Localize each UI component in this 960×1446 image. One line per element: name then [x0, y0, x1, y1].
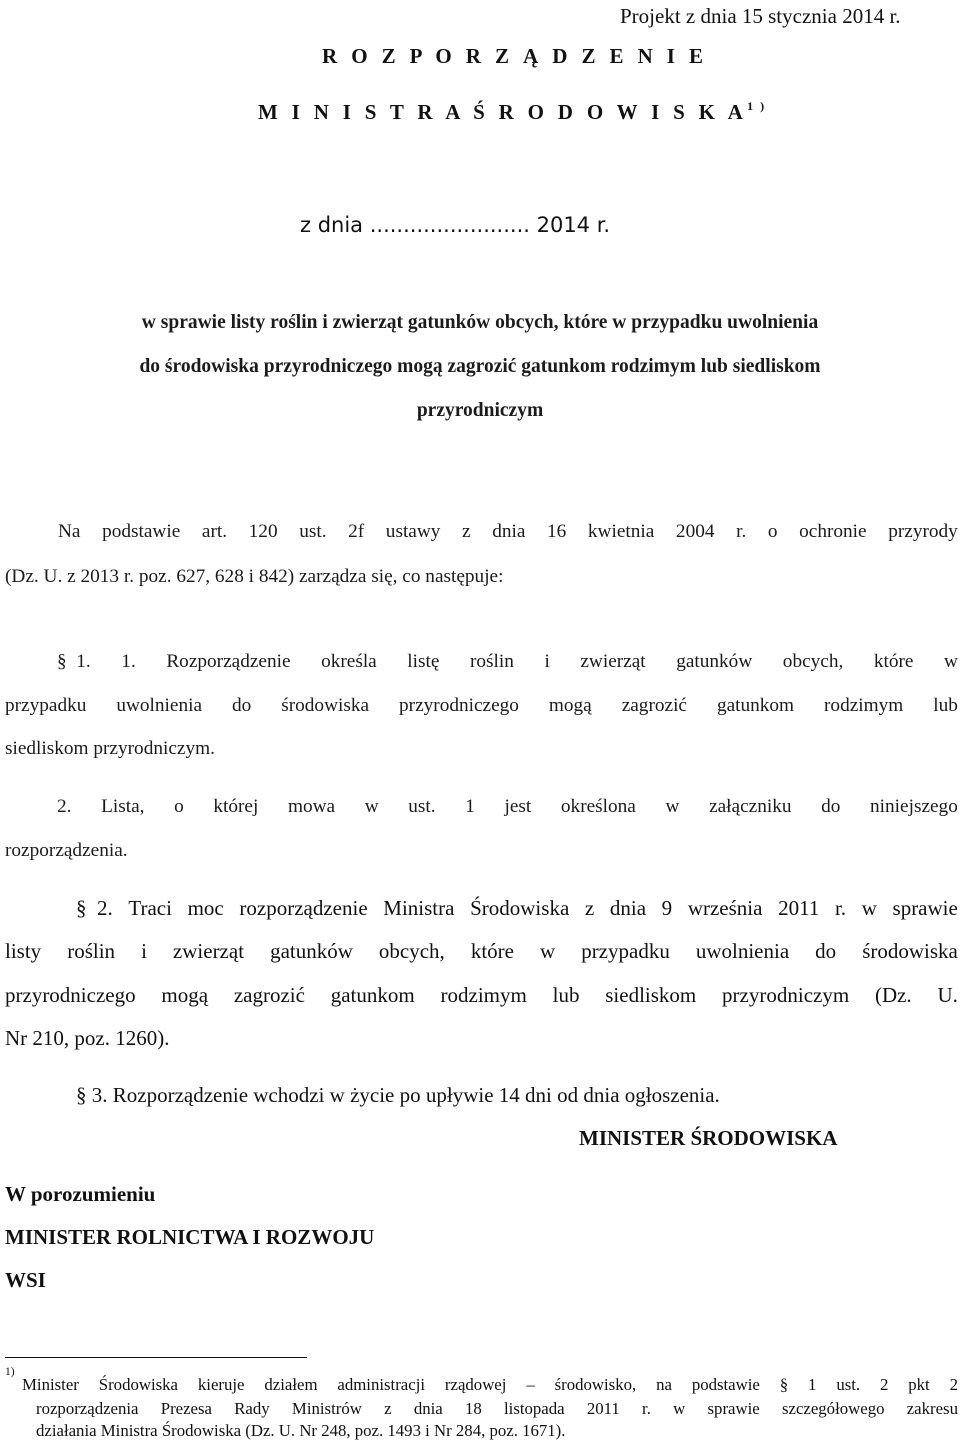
- word: gatunkom: [716, 695, 795, 716]
- footnote-mark: 1): [5, 1366, 15, 1378]
- word: §: [779, 1375, 789, 1394]
- word: Traci: [128, 896, 172, 920]
- word: kwietnia: [587, 521, 655, 542]
- word: jest: [504, 796, 532, 817]
- word: –: [526, 1375, 535, 1394]
- word: Środowiska: [98, 1375, 179, 1394]
- word: określa: [321, 651, 377, 672]
- word: U.: [937, 983, 958, 1007]
- word: mogą: [161, 983, 209, 1007]
- subject-line-1: w sprawie listy roślin i zwierząt gatunków obcych, które w przypadku uwolnienia: [141, 312, 819, 333]
- word: 1: [465, 796, 475, 817]
- word: z: [584, 896, 595, 920]
- word: gatunków: [676, 651, 753, 672]
- word: w: [540, 939, 556, 963]
- word: załączniku: [709, 796, 792, 817]
- preamble-line-1: [58, 521, 958, 543]
- section-1-line-2: [5, 695, 958, 717]
- word: mogą: [548, 695, 592, 716]
- section-2-line-1: [76, 896, 958, 921]
- footnote-line-1: [22, 1375, 958, 1395]
- word: w: [861, 896, 877, 920]
- word: w: [673, 1399, 686, 1418]
- word: ust.: [299, 521, 327, 542]
- word: Minister: [22, 1375, 79, 1394]
- word: Ministra: [383, 896, 455, 920]
- word: 2: [949, 1375, 958, 1394]
- word: Na: [58, 521, 81, 542]
- co-minister-line-1: MINISTER ROLNICTWA I ROZWOJU: [5, 1225, 375, 1249]
- word: które: [873, 651, 914, 672]
- word: środowiska: [281, 695, 370, 716]
- word: obcych,: [378, 939, 445, 963]
- word: w: [665, 796, 680, 817]
- word: listę: [407, 651, 440, 672]
- word: do: [815, 939, 837, 963]
- word: przyrodniczym: [722, 983, 850, 1007]
- word: siedliskom: [605, 983, 697, 1007]
- section-2-line-3: [5, 983, 958, 1008]
- word: o: [767, 521, 778, 542]
- word: której: [213, 796, 259, 817]
- word: dnia: [492, 521, 526, 542]
- word: przyrodniczego: [399, 695, 519, 716]
- word: Ministrów: [291, 1399, 362, 1418]
- word: na: [656, 1375, 672, 1394]
- subject-line-3: przyrodniczym: [416, 400, 544, 421]
- word: Prezesa: [160, 1399, 212, 1418]
- word: do: [231, 695, 252, 716]
- word: szczegółowego: [781, 1399, 885, 1418]
- word: ustawy: [385, 521, 441, 542]
- word: listy: [5, 939, 42, 963]
- project-date: Projekt z dnia 15 stycznia 2014 r.: [620, 4, 901, 28]
- word: sprawie: [892, 896, 958, 920]
- word: listopada: [504, 1399, 565, 1418]
- word: 2011: [586, 1399, 620, 1418]
- word: r.: [642, 1399, 651, 1418]
- authority-name: M I N I S T R A Ś R O D O W I S K A: [258, 100, 748, 124]
- word: rodzimym: [824, 695, 904, 716]
- footnote-line-3: działania Ministra Środowiska (Dz. U. Nr 248, poz. 1493 i Nr 284, poz. 1671).: [36, 1421, 566, 1440]
- word: 2: [879, 1375, 889, 1394]
- word: uwolnienia: [116, 695, 203, 716]
- footnote-line-2: [36, 1399, 958, 1419]
- issue-date-line: z dnia ........................ 2014 r.: [300, 213, 611, 237]
- word: Środowiska: [470, 896, 570, 920]
- section-1-line-1: [57, 651, 958, 673]
- word: zakresu: [906, 1399, 958, 1418]
- preamble-line-2: (Dz. U. z 2013 r. poz. 627, 628 i 842) zarządza się, co następuje:: [5, 566, 504, 587]
- word: dnia: [609, 896, 647, 920]
- section-3-line-1: § 3. Rozporządzenie wchodzi w życie po upływie 14 dni od dnia ogłoszenia.: [76, 1083, 720, 1107]
- word: pkt: [908, 1375, 930, 1394]
- word: dnia: [413, 1399, 443, 1418]
- word: lub: [933, 695, 958, 716]
- word: roślin: [469, 651, 514, 672]
- word: 18: [464, 1399, 482, 1418]
- word: roślin: [67, 939, 116, 963]
- word: 2.: [57, 796, 72, 817]
- word: uwolnienia: [695, 939, 790, 963]
- word: § 1.: [57, 651, 91, 672]
- word: o: [174, 796, 184, 817]
- word: gatunkom: [330, 983, 415, 1007]
- word: zwierząt: [580, 651, 646, 672]
- word: art.: [201, 521, 228, 542]
- footnote-reference: 1 ): [747, 99, 767, 113]
- word: Lista,: [101, 796, 145, 817]
- footnote-separator: [5, 1357, 307, 1358]
- section-2-line-2: [5, 939, 958, 964]
- word: r.: [736, 521, 747, 542]
- word: w: [944, 651, 958, 672]
- section-1-line-4: [57, 796, 958, 818]
- word: sprawie: [707, 1399, 760, 1418]
- word: działem: [264, 1375, 318, 1394]
- word: z: [462, 521, 471, 542]
- word: 120: [248, 521, 278, 542]
- word: zagrozić: [233, 983, 305, 1007]
- word: (Dz.: [874, 983, 912, 1007]
- word: podstawie: [691, 1375, 760, 1394]
- word: przyrodniczego: [5, 983, 136, 1007]
- section-1-line-3: siedliskom przyrodniczym.: [5, 738, 215, 759]
- word: określona: [560, 796, 636, 817]
- word: rozporządzenia: [36, 1399, 139, 1418]
- word: które: [470, 939, 514, 963]
- word: Rozporządzenie: [166, 651, 291, 672]
- word: niniejszego: [870, 796, 958, 817]
- word: 1.: [121, 651, 136, 672]
- word: środowiska: [862, 939, 958, 963]
- word: 16: [547, 521, 567, 542]
- issuing-authority-title: [258, 99, 766, 125]
- word: ust.: [836, 1375, 861, 1394]
- word: zwierząt: [172, 939, 245, 963]
- word: i: [141, 939, 147, 963]
- word: rodzimym: [440, 983, 527, 1007]
- word: przypadku: [581, 939, 670, 963]
- word: moc: [187, 896, 224, 920]
- word: i: [544, 651, 550, 672]
- subject-line-2: do środowiska przyrodniczego mogą zagrozić gatunkom rodzimym lub siedliskom: [139, 356, 821, 377]
- word: ochronie: [799, 521, 867, 542]
- word: 9: [661, 896, 673, 920]
- word: 2f: [348, 521, 365, 542]
- word: w: [364, 796, 379, 817]
- word: zagrozić: [621, 695, 687, 716]
- word: przyrody: [888, 521, 958, 542]
- word: r.: [834, 896, 847, 920]
- section-1-line-5: rozporządzenia.: [5, 840, 128, 861]
- word: ust.: [408, 796, 436, 817]
- word: lub: [552, 983, 580, 1007]
- word: z: [384, 1399, 392, 1418]
- word: września: [687, 896, 763, 920]
- section-2-line-4: Nr 210, poz. 1260).: [5, 1026, 170, 1050]
- word: rozporządzenie: [239, 896, 368, 920]
- word: mowa: [287, 796, 336, 817]
- word: przypadku: [5, 695, 87, 716]
- word: rządowej: [444, 1375, 507, 1394]
- word: administracji: [337, 1375, 426, 1394]
- word: 2011: [778, 896, 820, 920]
- agreement-label: W porozumieniu: [5, 1182, 156, 1206]
- word: 2004: [675, 521, 715, 542]
- word: § 2.: [76, 896, 113, 920]
- word: podstawie: [102, 521, 181, 542]
- word: obcych,: [782, 651, 844, 672]
- word: środowisko,: [554, 1375, 637, 1394]
- document-type-title: R O Z P O R Z Ą D Z E N I E: [322, 44, 708, 68]
- word: Rady: [234, 1399, 270, 1418]
- word: do: [821, 796, 841, 817]
- word: gatunków: [270, 939, 353, 963]
- word: 1: [808, 1375, 817, 1394]
- minister-signature: MINISTER ŚRODOWISKA: [579, 1126, 838, 1150]
- co-minister-line-2: WSI: [5, 1268, 46, 1292]
- word: kieruje: [197, 1375, 245, 1394]
